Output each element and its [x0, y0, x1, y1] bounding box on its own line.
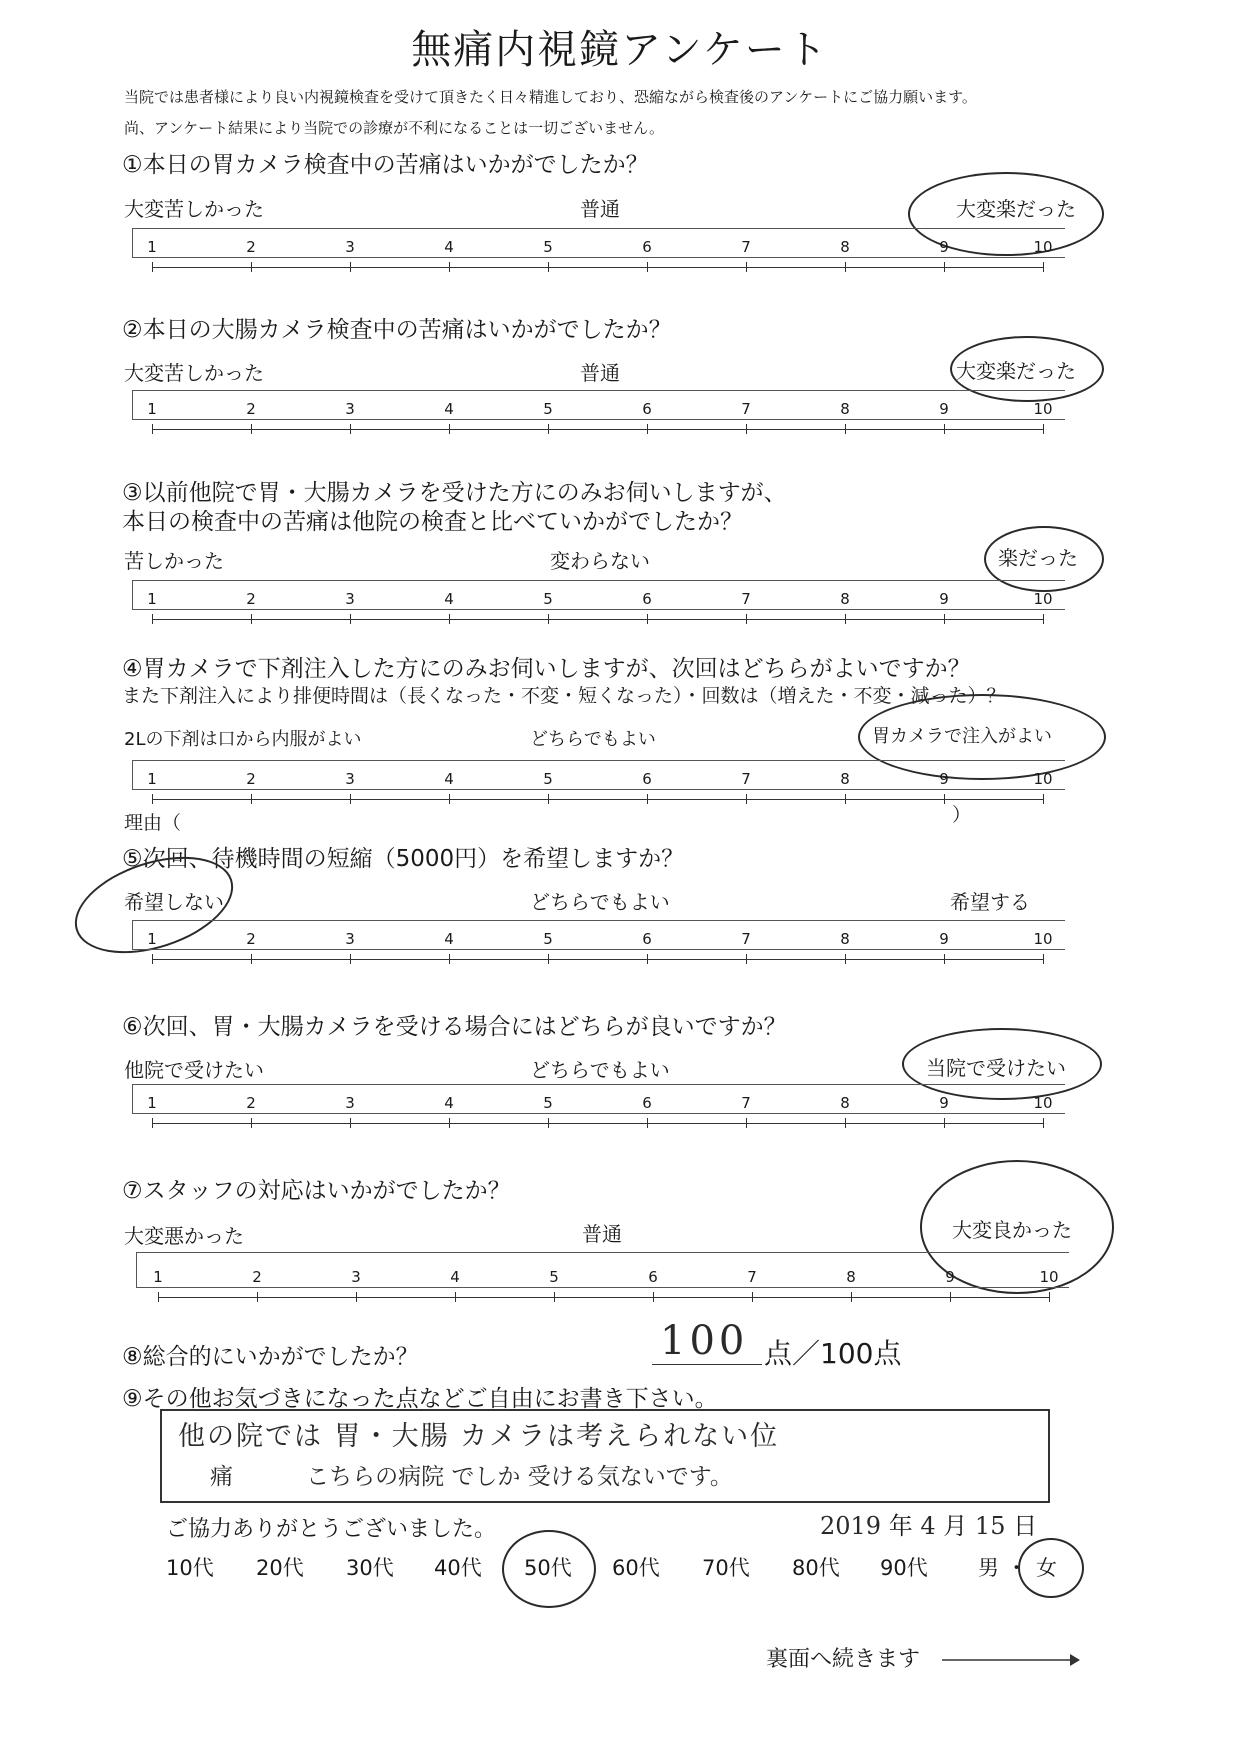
scale-number: 7	[741, 238, 751, 256]
scale-number: 7	[741, 400, 751, 418]
scale-number: 7	[741, 590, 751, 608]
age-option-30s[interactable]: 30代	[346, 1556, 394, 1580]
scale-number: 6	[642, 1094, 652, 1112]
gender-female[interactable]: 女	[1036, 1556, 1057, 1580]
scale-tick	[944, 262, 945, 272]
scale-number: 9	[939, 400, 949, 418]
scale-tick	[653, 1292, 654, 1302]
scale-tick	[845, 614, 846, 624]
age-option-20s[interactable]: 20代	[256, 1556, 304, 1580]
question-title: ②本日の大腸カメラ検査中の苦痛はいかがでしたか？	[122, 317, 672, 343]
scale-number: 6	[648, 1268, 658, 1286]
date-month: 4	[920, 1512, 936, 1540]
scale-tick	[845, 262, 846, 272]
scale-tick	[251, 262, 252, 272]
scale-tick	[350, 262, 351, 272]
scale-tick	[944, 424, 945, 434]
question-title: ⑨その他お気づきになった点などご自由にお書き下さい。	[122, 1386, 718, 1412]
age-option-70s[interactable]: 70代	[702, 1556, 750, 1580]
scale-number: 8	[840, 1094, 850, 1112]
scale-left-label: 2Lの下剤は口から内服がよい	[124, 729, 362, 750]
scale-tick	[350, 1118, 351, 1128]
scale-tick	[548, 262, 549, 272]
age-option-80s[interactable]: 80代	[792, 1556, 840, 1580]
scale-tick	[647, 1118, 648, 1128]
scale-right-label: 大変楽だった	[956, 197, 1076, 221]
scale-tick	[251, 954, 252, 964]
scale-tick	[554, 1292, 555, 1302]
scale-number: 10	[1033, 770, 1053, 788]
scale-number: 4	[450, 1268, 460, 1286]
gender-male[interactable]: 男	[978, 1556, 999, 1580]
scale-number: 1	[147, 400, 157, 418]
scale-number: 8	[840, 400, 850, 418]
scale-number: 8	[846, 1268, 856, 1286]
scale-tick	[1043, 614, 1044, 624]
scale-tick	[746, 262, 747, 272]
scale-right-label: 胃カメラで注入がよい	[872, 726, 1052, 747]
scale-number: 2	[246, 770, 256, 788]
scale-tick	[152, 424, 153, 434]
scale-tick	[449, 954, 450, 964]
scale-number: 7	[741, 770, 751, 788]
scale-tick	[455, 1292, 456, 1302]
scale-number: 1	[147, 1094, 157, 1112]
scale-number: 5	[543, 400, 553, 418]
scale-middle-label: どちらでもよい	[530, 1058, 670, 1082]
scale-number: 1	[147, 930, 157, 948]
scale-tick	[647, 954, 648, 964]
scale-middle-label: 普通	[580, 361, 620, 385]
scale-right-label: 大変良かった	[952, 1218, 1072, 1242]
scale-tick	[845, 424, 846, 434]
scale-number: 5	[543, 590, 553, 608]
scale-middle-label: 普通	[580, 197, 620, 221]
scale-tick	[1043, 424, 1044, 434]
scale-number: 10	[1033, 930, 1053, 948]
scale-box	[132, 760, 1065, 790]
scale-left-label: 他院で受けたい	[124, 1058, 264, 1082]
scale-number: 10	[1039, 1268, 1059, 1286]
scale-tick	[845, 954, 846, 964]
scale-number: 2	[252, 1268, 262, 1286]
scale-number: 1	[147, 238, 157, 256]
score-underline	[652, 1364, 762, 1365]
scale-tick	[350, 954, 351, 964]
scale-number: 10	[1033, 400, 1053, 418]
scale-middle-label: 普通	[582, 1222, 622, 1246]
scale-middle-label: 変わらない	[550, 549, 650, 573]
scale-tick	[647, 424, 648, 434]
date-month-unit: 月	[943, 1512, 968, 1540]
scale-number: 5	[549, 1268, 559, 1286]
reason-label: 理由（	[124, 812, 182, 834]
age-selected-circle	[502, 1530, 596, 1608]
scale-tick	[845, 794, 846, 804]
scale-number: 3	[351, 1268, 361, 1286]
score-suffix: 点／100点	[764, 1337, 902, 1370]
scale-number: 6	[642, 930, 652, 948]
scale-left-label: 希望しない	[124, 890, 224, 914]
scale-tick	[449, 262, 450, 272]
scale-left-label: 大変悪かった	[124, 1224, 244, 1248]
scale-box	[132, 920, 1065, 950]
scale-number: 7	[741, 930, 751, 948]
question-title: ①本日の胃カメラ検査中の苦痛はいかがでしたか？	[122, 152, 649, 178]
scale-line	[152, 429, 1044, 430]
scale-number: 8	[840, 238, 850, 256]
scale-tick	[251, 614, 252, 624]
scale-number: 4	[444, 590, 454, 608]
scale-number: 3	[345, 590, 355, 608]
scale-tick	[647, 262, 648, 272]
scale-tick	[1043, 262, 1044, 272]
scale-number: 2	[246, 400, 256, 418]
scale-line	[158, 1297, 1050, 1298]
scale-number: 7	[741, 1094, 751, 1112]
scale-number: 6	[642, 400, 652, 418]
scale-number: 8	[840, 930, 850, 948]
scale-number: 5	[543, 238, 553, 256]
scale-tick	[944, 614, 945, 624]
question-title: ⑥次回、胃・大腸カメラを受ける場合にはどちらが良いですか？	[122, 1014, 787, 1040]
thanks-text: ご協力ありがとうございました。	[166, 1517, 497, 1542]
scale-number: 10	[1033, 590, 1053, 608]
age-option-10s[interactable]: 10代	[166, 1556, 214, 1580]
scale-tick	[350, 424, 351, 434]
scale-left-label: 苦しかった	[124, 549, 224, 573]
scale-tick	[251, 1118, 252, 1128]
scale-left-label: 大変苦しかった	[124, 197, 264, 221]
date	[820, 1506, 1037, 1541]
scale-tick	[152, 794, 153, 804]
scale-number: 8	[840, 770, 850, 788]
scale-line	[152, 959, 1044, 960]
scale-tick	[152, 954, 153, 964]
scale-number: 2	[246, 1094, 256, 1112]
scale-number: 4	[444, 1094, 454, 1112]
scale-number: 7	[747, 1268, 757, 1286]
scale-tick	[548, 424, 549, 434]
question-title: ⑦スタッフの対応はいかがでしたか？	[122, 1178, 511, 1204]
scale-tick	[350, 614, 351, 624]
scale-tick	[251, 424, 252, 434]
scale-tick	[449, 424, 450, 434]
scale-number: 2	[246, 930, 256, 948]
scale-number: 10	[1033, 238, 1053, 256]
scale-line	[152, 799, 1044, 800]
intro-line-2: 尚、アンケート結果により当院での診療が不利になることは一切ございません。	[124, 119, 665, 137]
continue-text: 裏面へ続きます	[766, 1647, 921, 1672]
scale-number: 9	[939, 590, 949, 608]
scale-tick	[647, 794, 648, 804]
date-year: 2019	[820, 1512, 882, 1540]
scale-number: 6	[642, 238, 652, 256]
scale-tick	[746, 954, 747, 964]
scale-number: 4	[444, 770, 454, 788]
scale-number: 6	[642, 770, 652, 788]
scale-tick	[746, 614, 747, 624]
scale-tick	[944, 1118, 945, 1128]
scale-tick	[449, 794, 450, 804]
comment-line-1: 他の院では 胃・大腸 カメラは考えられない位	[178, 1421, 780, 1452]
page-title: 無痛内視鏡アンケート	[411, 27, 829, 73]
scale-number: 3	[345, 930, 355, 948]
scale-tick	[548, 614, 549, 624]
scale-number: 2	[246, 238, 256, 256]
scale-tick	[950, 1292, 951, 1302]
age-option-40s[interactable]: 40代	[434, 1556, 482, 1580]
scale-number: 9	[939, 238, 949, 256]
scale-tick	[851, 1292, 852, 1302]
scale-tick	[158, 1292, 159, 1302]
scale-tick	[1043, 954, 1044, 964]
scale-line	[152, 619, 1044, 620]
scale-box	[136, 1252, 1069, 1288]
scale-right-label: 希望する	[950, 890, 1030, 914]
scale-tick	[152, 262, 153, 272]
scale-number: 6	[642, 590, 652, 608]
scale-tick	[746, 424, 747, 434]
date-year-unit: 年	[888, 1512, 913, 1540]
scale-number: 3	[345, 400, 355, 418]
scale-box	[132, 1084, 1065, 1114]
scale-line	[152, 267, 1044, 268]
score-handwritten: 100	[660, 1318, 749, 1364]
scale-number: 3	[345, 770, 355, 788]
scale-number: 8	[840, 590, 850, 608]
scale-box	[132, 390, 1065, 420]
age-option-50s[interactable]: 50代	[524, 1556, 572, 1580]
question-title-line-2: 本日の検査中の苦痛は他院の検査と比べていかがでしたか？	[122, 509, 743, 535]
scale-tick	[746, 794, 747, 804]
scale-tick	[548, 794, 549, 804]
scale-middle-label: どちらでもよい	[530, 729, 656, 750]
scale-box	[132, 228, 1065, 258]
scale-left-label: 大変苦しかった	[124, 361, 264, 385]
scale-tick	[449, 1118, 450, 1128]
scale-tick	[944, 954, 945, 964]
scale-right-label: 当院で受けたい	[926, 1056, 1066, 1080]
scale-tick	[356, 1292, 357, 1302]
comment-line-2: 痛 こちらの病院 でしか 受ける気ないです。	[210, 1464, 733, 1490]
age-option-90s[interactable]: 90代	[880, 1556, 928, 1580]
scale-number: 4	[444, 930, 454, 948]
scale-right-label: 大変楽だった	[956, 359, 1076, 383]
scale-tick	[944, 794, 945, 804]
scale-line	[152, 1123, 1044, 1124]
scale-number: 1	[147, 770, 157, 788]
scale-number: 9	[939, 770, 949, 788]
age-option-60s[interactable]: 60代	[612, 1556, 660, 1580]
scale-tick	[1049, 1292, 1050, 1302]
scale-tick	[647, 614, 648, 624]
scale-number: 3	[345, 238, 355, 256]
scale-tick	[746, 1118, 747, 1128]
scale-tick	[152, 1118, 153, 1128]
scale-box	[132, 580, 1065, 610]
scale-tick	[1043, 1118, 1044, 1128]
scale-tick	[548, 1118, 549, 1128]
scale-number: 9	[945, 1268, 955, 1286]
scale-number: 5	[543, 930, 553, 948]
scale-tick	[548, 954, 549, 964]
scale-number: 4	[444, 400, 454, 418]
scale-tick	[449, 614, 450, 624]
scale-number: 1	[153, 1268, 163, 1286]
scale-number: 9	[939, 930, 949, 948]
scale-tick	[350, 794, 351, 804]
scale-tick	[251, 794, 252, 804]
scale-middle-label: どちらでもよい	[530, 890, 670, 914]
question-title-line-2: また下剤注入により排便時間は（長くなった・不変・短くなった）・回数は（増えた・不変・減った）？	[122, 685, 1006, 707]
scale-tick	[257, 1292, 258, 1302]
scale-tick	[1043, 794, 1044, 804]
scale-number: 3	[345, 1094, 355, 1112]
date-day: 15	[974, 1512, 1006, 1540]
scale-number: 5	[543, 770, 553, 788]
scale-tick	[152, 614, 153, 624]
gender-selected-circle	[1018, 1538, 1084, 1598]
intro-line-1: 当院では患者様により良い内視鏡検査を受けて頂きたく日々精進しており、恐縮ながら検査後のアンケートにご協力願います。	[124, 88, 977, 106]
scale-number: 2	[246, 590, 256, 608]
scale-number: 5	[543, 1094, 553, 1112]
reason-close: ）	[952, 804, 972, 826]
continue-arrow-icon	[942, 1648, 1082, 1672]
question-title: ⑤次回、待機時間の短縮（5000円）を希望しますか？	[122, 846, 685, 872]
scale-tick	[752, 1292, 753, 1302]
scale-number: 4	[444, 238, 454, 256]
scale-number: 1	[147, 590, 157, 608]
question-title: ④胃カメラで下剤注入した方にのみお伺いしますが、次回はどちらがよいですか？	[122, 656, 971, 682]
gender-separator: ・	[1006, 1556, 1027, 1580]
scale-right-label: 楽だった	[998, 546, 1078, 570]
question-title: ③以前他院で胃・大腸カメラを受けた方にのみお伺いしますが、	[122, 480, 787, 506]
date-day-unit: 日	[1013, 1512, 1038, 1540]
question-title: ⑧総合的にいかがでしたか？	[122, 1344, 419, 1370]
scale-number: 10	[1033, 1094, 1053, 1112]
scale-number: 9	[939, 1094, 949, 1112]
scale-tick	[845, 1118, 846, 1128]
